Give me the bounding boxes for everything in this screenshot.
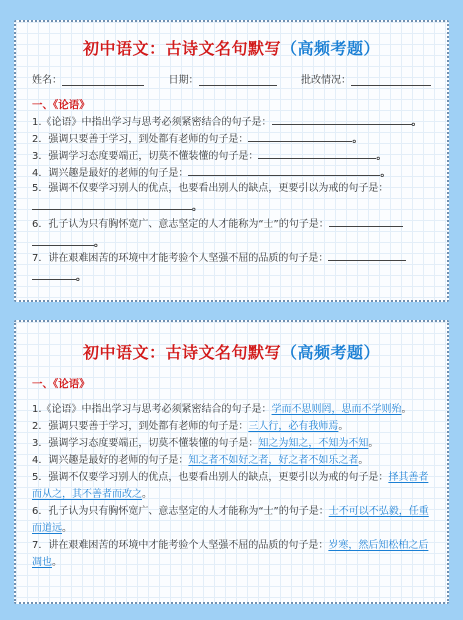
answer-blank[interactable] <box>328 249 406 261</box>
question-1: 1.《论语》中指出学习与思考必须紧密结合的句子是： 。 <box>32 113 435 132</box>
answer-blank[interactable] <box>188 164 380 176</box>
section-heading: 一、《论语》 <box>32 378 90 390</box>
date-field[interactable]: 日期： <box>169 71 277 86</box>
section-heading: 一、《论语》 <box>32 99 90 111</box>
question-5: 5．强调不仅要学习别人的优点，也要看出别人的缺点，更要引以为戒的句子是： 。 <box>32 183 389 213</box>
answer-4: 4．调兴趣是最好的老师的句子是：知之者不如好之者，好之者不如乐之者。 <box>32 455 369 466</box>
answer-blank[interactable] <box>272 113 412 125</box>
answer-1: 1.《论语》中指出学习与思考必须紧密结合的句子是：学而不思则罔，思而不学则殆。 <box>32 404 412 415</box>
question-6: 6．孔子认为只有胸怀宽广、意志坚定的人才能称为“士”的句子是： 。 <box>32 215 435 252</box>
answer-2: 2．强调只要善于学习，到处都有老师的句子是：三人行，必有我师焉。 <box>32 421 349 432</box>
info-row <box>32 71 431 86</box>
worksheet-title: 初中语文：古诗文名句默写（高频考题） <box>82 39 381 58</box>
question-4: 4．调兴趣是最好的老师的句子是： 。 <box>32 164 435 183</box>
worksheet-card <box>14 20 449 302</box>
answer-7: 7．讲在艰难困苦的环境中才能考验个人坚强不屈的品质的句子是：岁寒，然后知松柏之后凋也。 <box>32 540 429 568</box>
answer-blank[interactable] <box>329 215 403 227</box>
answer-3: 3．强调学习态度要端正，切莫不懂装懂的句子是：知之为知之，不知为不知。 <box>32 438 379 449</box>
question-7: 7．讲在艰难困苦的环境中才能考验个人坚强不屈的品质的句子是： 。 <box>32 249 435 286</box>
answer-blank[interactable] <box>258 147 376 159</box>
answer-blank[interactable] <box>248 130 352 142</box>
answer-key-title: 初中语文：古诗文名句默写（高频考题） <box>82 343 381 362</box>
answer-blank[interactable] <box>32 234 94 246</box>
question-2: 2．强调只要善于学习，到处都有老师的句子是： 。 <box>32 130 435 149</box>
answer-blank[interactable] <box>32 268 76 280</box>
question-3: 3．强调学习态度要端正，切莫不懂装懂的句子是： 。 <box>32 147 435 166</box>
answer-key-card <box>14 320 449 604</box>
answer-blank[interactable] <box>32 198 192 210</box>
answer-6: 6．孔子认为只有胸怀宽广、意志坚定的人才能称为“士”的句子是：士不可以不弘毅，任重而道远。 <box>32 506 429 534</box>
grade-field[interactable]: 批改情况： <box>301 71 431 86</box>
answer-5: 5．强调不仅要学习别人的优点，也要看出别人的缺点，更要引以为戒的句子是：择其善者而从之，其不善者而改之。 <box>32 472 429 500</box>
name-field[interactable]: 姓名： <box>32 71 144 86</box>
